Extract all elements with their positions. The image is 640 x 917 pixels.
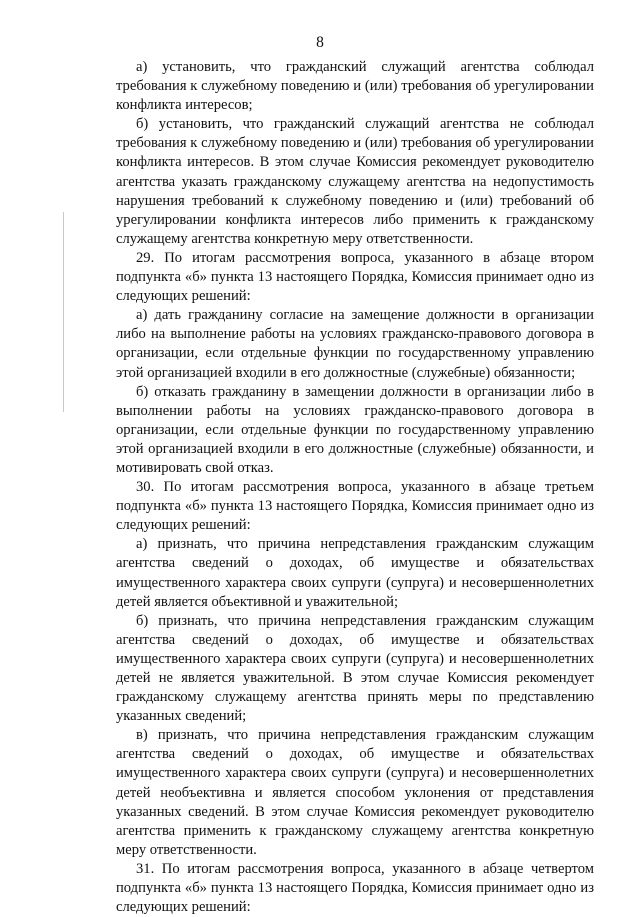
paragraph-29: 29. По итогам рассмотрения вопроса, указанного в абзаце втором подпункта «б» пункта 13 настоящего Порядка, Комиссия принимает одно из следующих решений:	[116, 249, 594, 305]
paragraph-28a: а) установить, что гражданский служащий агентства соблюдал требования к служебному поведению и (или) требования об урегулировании конфликта интересов;	[116, 59, 594, 114]
paragraph-30: 30. По итогам рассмотрения вопроса, указанного в абзаце третьем подпункта «б» пункта 13 настоящего Порядка, Комиссия принимает одно из следующих решений:	[116, 479, 594, 534]
paragraph-29a: а) дать гражданину согласие на замещение должности в организации либо на выполнение работы на условиях гражданско-правового договора в организации, если отдельные функции по государственному управлению этой организацией входили в его должностные (служебные) обязанности;	[116, 307, 594, 381]
scan-margin-line	[63, 212, 64, 412]
paragraph-31: 31. По итогам рассмотрения вопроса, указанного в абзаце четвертом подпункта «б» пункта 13 настоящего Порядка, Комиссия принимает одно из следующих решений:	[116, 860, 594, 916]
paragraph-30c: в) признать, что причина непредставления гражданским служащим агентства сведений о доходах, об имуществе и обязательствах имущественного характера своих супруги (супруга) и несовершеннолетних детей необъективна и является способом уклонения от представления указанных сведений. В этом случае Комиссия рекомендует руководителю агентства применить к гражданскому служащему агентства конкретную меру ответственности.	[116, 727, 594, 858]
paragraph-30a: а) признать, что причина непредставления гражданским служащим агентства сведений о доходах, об имуществе и обязательствах имущественного характера своих супруги (супруга) и несовершеннолетних детей является объективной и уважительной;	[116, 536, 594, 610]
document-body	[116, 58, 594, 917]
paragraph-29b: б) отказать гражданину в замещении должности в организации либо в выполнении работы на условиях гражданско-правового договора в организации, если отдельные функции по государственному управлению этой организацией входили в его должностные (служебные) обязанности, и мотивировать свой отказ.	[116, 383, 594, 476]
page-number: 8	[316, 34, 324, 51]
paragraph-28b: б) установить, что гражданский служащий агентства не соблюдал требования к служебному поведению и (или) требования об урегулировании конфликта интересов. В этом случае Комиссия рекомендует руководителю агентства указать гражданскому служащему агентства на недопустимость нарушения требований к служебному поведению и (или) требований об урегулировании конфликта интересов либо применить к гражданскому служащему агентства конкретную меру ответственности.	[116, 116, 594, 247]
paragraph-30b: б) признать, что причина непредставления гражданским служащим агентства сведений о доходах, об имуществе и обязательствах имущественного характера своих супруги (супруга) и несовершеннолетних детей не является уважительной. В этом случае Комиссия рекомендует гражданскому служащему агентства принять меры по представлению указанных сведений;	[116, 612, 594, 725]
